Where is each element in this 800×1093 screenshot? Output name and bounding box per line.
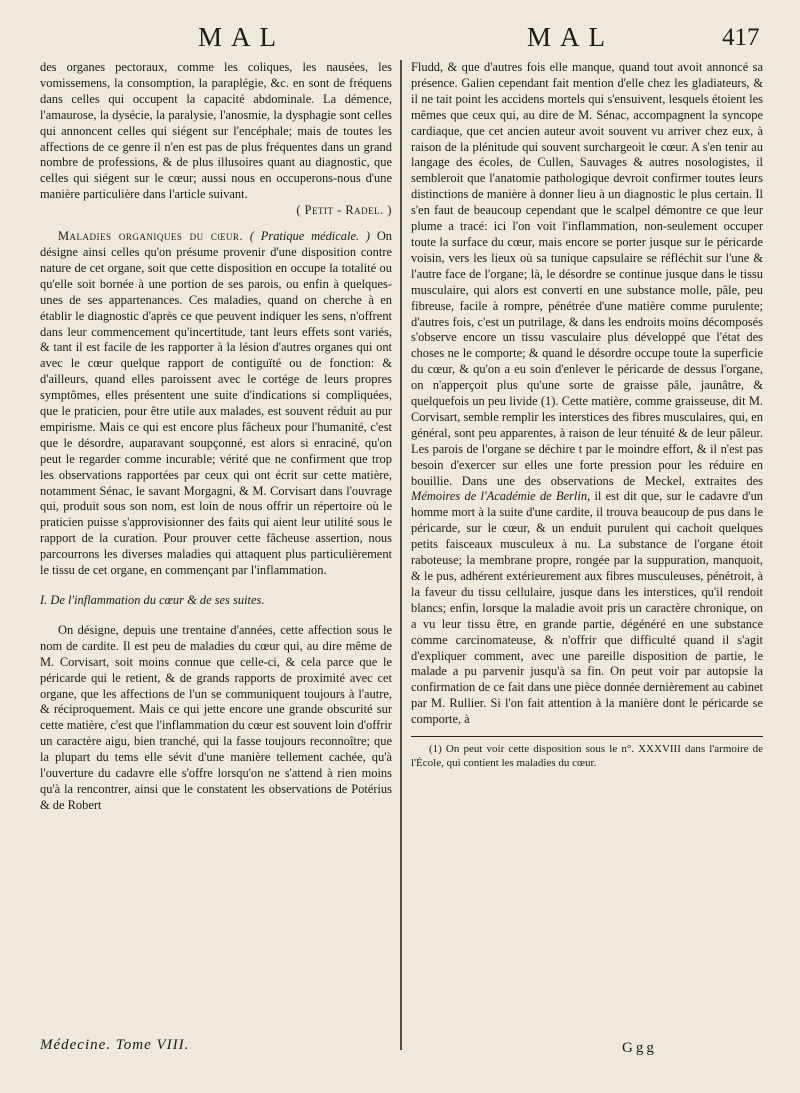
page-header <box>0 22 800 56</box>
running-title-right: MAL <box>527 22 614 52</box>
paragraph <box>411 60 763 728</box>
entry-heading: Maladies organiques du cœur. <box>58 229 244 244</box>
paragraph: des organes pectoraux, comme les coliques, les nausées, les vomissemens, la consomption, la paraplégie, &c. en sont de fréquens dans celles qui occupent la capacité abdominale. La démence, l'amaurose, la dysécie, la paralysie, l'anosmie, la dysphagie sont celles qui annoncent celles qui siégent sur l'encéphale; mais de toutes les affections de ce genre il n'en est pas de plus fréquentes dans un grand nombre de professions, & de plus illusoires quant au diagnostic, que celles qui siégent sur le cœur; aussi nous en occuperons-nous d'une manière particulière dans l'article suivant. <box>40 60 392 202</box>
page-number: 417 <box>722 24 760 51</box>
entry-subheading: ( Pratique médicale. ) <box>249 229 371 244</box>
entry-text: On désigne ainsi celles qu'on présume provenir d'une disposition contre nature de cet organe, soit que cette disposition en occupe la totalité ou qu'elle soit bornée à une portion de ses parois, ou enfin à quelques-unes de ses appartenances. Ces maladies, quand on cherche à en établir le diagnostic d'après ce que peuvent indiquer les sens, n'offrent dans leur commencement qu'incertitude, tant leurs effets sont variés, & tant il est facile de les rapporter à la lésion d'autres organes qui ont avec le cœur quelque rapport de contiguïté ou de fonction: & d'ailleurs, quand elles paroissent avec le cortége de leurs propres symptômes, elles présentent une suite d'indications si compliquées, que le praticien, pour être utile aux malades, est souvent réduit au pur empirisme. Mais ce qui est encore plus fâcheux pour l'humanité, c'est que le désordre, auparavant soupçonné, est alors si enraciné, qu'on peut le regarder comme incurable; vérité que ne confirment que trop les observations rapportées par ceux qui ont écrit sur cette matière, notamment Sénac, le savant Morgagni, & M. Corvisart dans l'ouvrage qui, produit sous son nom, est loin de nous offrir un répertoire où le praticien puisse s'approvisionner des faits qui aient leur utilité sous le rapport de la curation. Pour prouver cette fâcheuse assertion, nous parcourrons les diverses maladies qui attaquent plus particulièrement le tissu de cet organe, en commençant par l'inflammation. <box>40 229 393 578</box>
signature-mark: Ggg <box>622 1040 657 1056</box>
paragraph-text: Fludd, & que d'autres fois elle manque, quand tout avoit annoncé sa présence. Galien cependant fait mention d'elle chez les gladiateurs, & il ne tait point les accidens mortels qui s'ensuivent, lesquels étoient les mêmes que ceux qui, au dire de M. Sénac, accompagnent la syncope cardiaque, que cet ancien auteur avoit souvent vu arriver chez eux, à raison de la plénitude qui souvent surchargeoit le cœur. A s'en tenir au langage des écoles, de Cullen, Sauvages & autres nosologistes, il sembleroit que l'anatomie pathologique devroit confirmer toutes leurs distinctions de manière à donner lieu à un diagnostic le plus certain. Il s'en faut de beaucoup cependant que le scalpel démontre ce que leur plume a tracé: ici l'on voit l'inflammation, non-seulement occuper toute la surface du cœur, mais encore se porter jusque sur le péricarde voisin, vers les lieux où sa tunique capsulaire se réfléchit sur l'une & l'autre face de l'organe; là, le désordre se continue jusque dans le tissu musculaire, qui alors est converti en une substance molle, pâle, peu fibreuse, facile à rompre, pénétrée d'une matière comme purulente; d'autres fois, c'est un putrilage, & dans les endroits moins décomposés s'observe encore un tissu vasculaire plus développé que l'état des choses ne le comporte; & quand le désordre occupe toute la superficie du cœur, & qu'on a eu soin d'enlever le péricarde de dessus l'organe, on n'apperçoit plus qu'une sorte de graisse pâle, jaunâtre, & quelquefois un peu livide (1). Cette matière, comme graisseuse, dit M. Corvisart, semble remplir les interstices des fibres musculaires, qui, en général, sont peu apparentes, à raison de leur ténuité & de leur pâleur. Les parois de l'organe se déchire t par le moindre effort, & il n'est pas besoin d'exercer sur elles une forte pression pour les réduire en bouillie. Dans une des observations de Meckel, extraites des <box>411 60 763 488</box>
paragraph: On désigne, depuis une trentaine d'années, cette affection sous le nom de cardite. Il est peu de maladies du cœur qui, au dire même de M. Corvisart, soit moins connue que celle-ci, & cela parce que le péricarde qui le retient, & de grands rapports de proximité avec cet organe, que les affections de l'un se communiquent toujours à l'autre, & réciproquement. Mais ce qui jette encore une grande obscurité sur cette matière, c'est que l'inflammation du cœur est souvent loin d'offrir un caractère aigu, bien tranché, qui la fasse toujours reconnoître; que la plupart du tems elle sévit d'une manière tellement cachée, qu'à l'ouverture du cadavre elle s'offre lorsqu'on ne s'attend à rien moins qu'à la rencontrer, ainsi que le constatent les observations de Potérius & de Robert <box>40 622 392 812</box>
footnote-rule <box>411 736 763 737</box>
running-title-left: MAL <box>198 22 285 52</box>
section-title: I. De l'inflammation du cœur & de ses suites. <box>40 593 265 607</box>
right-column <box>411 60 763 770</box>
entry-paragraph <box>40 229 392 579</box>
paragraph-text-continued: il est dit que, sur le cadavre d'un homme mort à la suite d'une cardite, il trouva beaucoup de pus dans le péricarde, sur le cœur, & un enduit purulent qui cachoit quelques petits faisceaux musculeux à nu. La substance de l'organe étoit raboteuse; la membrane propre, rongée par la suppuration, manquoit, & le pus, adhérent extérieurement aux fibres musculeuses, pénétroit, à la faveur du tissu cellulaire, jusque dans les interstices, qu'il rendoit blancs; enfin, lorsque la maladie avoit pris un caractère chronique, on a vu leur tissu être, en grande partie, dégénéré en une substance comme carcinomateuse, & n'offrir que difficulté quand il s'agit d'expliquer comment, avec une pareille disposition de partie, le malade a pu parvenir jusqu'à sa fin. On peut voir par autopsie la confirmation de ce fait dans une pièce donnée dernièrement au cabinet par M. Rullier. Si l'on fait attention à la manière dont le péricarde se comporte, à <box>411 489 764 727</box>
volume-footer: Médecine. Tome VIII. <box>40 1037 190 1053</box>
footnote: (1) On peut voir cette disposition sous le n°. XXXVIII dans l'armoire de l'École, qui contient les maladies du cœur. <box>411 743 763 769</box>
column-divider <box>400 60 402 1050</box>
left-column <box>40 60 392 814</box>
citation: Mémoires de l'Académie de Berlin, <box>411 489 591 504</box>
author-signature: ( Petit - Radel. ) <box>296 203 392 218</box>
